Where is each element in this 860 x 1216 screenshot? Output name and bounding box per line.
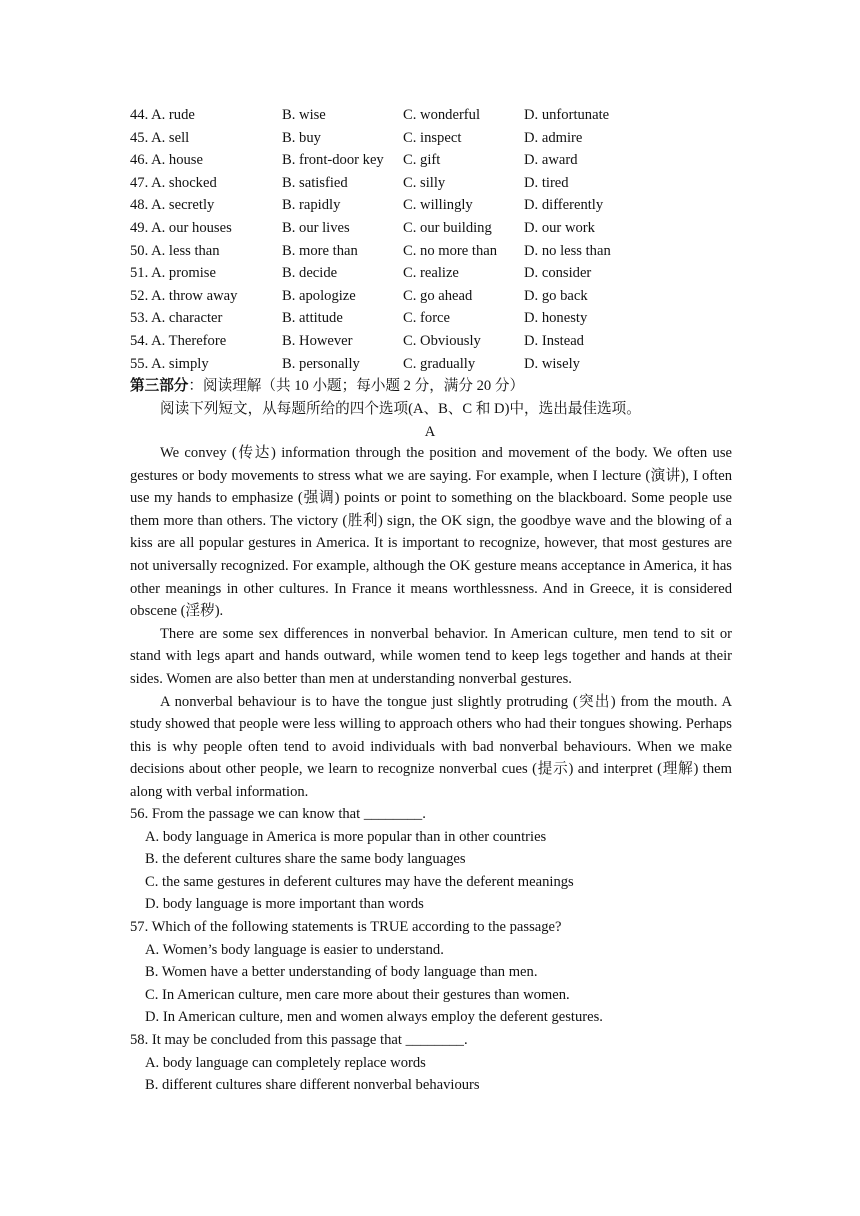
option-c: C. inspect (403, 129, 462, 146)
option-row-44 (130, 104, 740, 127)
option-d: D. no less than (524, 242, 611, 259)
option-b: B. satisfied (282, 174, 348, 191)
option-row-51 (130, 262, 740, 285)
option-b: B. decide (282, 265, 338, 282)
section-title (130, 375, 524, 397)
option-c: C. gift (403, 152, 441, 169)
passage-label: A (424, 424, 436, 440)
option-a: 47. A. shocked (130, 174, 217, 191)
answer-option: B. Women have a better understanding of body language than men. (145, 964, 538, 981)
option-row-54 (130, 330, 740, 353)
answer-option: A. Women’s body language is easier to understand. (145, 941, 444, 958)
question-stem: 56. From the passage we can know that ________. (130, 806, 426, 822)
option-b: B. rapidly (282, 197, 341, 214)
option-c: C. realize (403, 265, 459, 282)
option-b: B. front-door key (282, 152, 384, 169)
option-a: 52. A. throw away (130, 287, 238, 304)
option-a: 49. A. our houses (130, 219, 232, 236)
option-row-45 (130, 127, 740, 150)
option-row-47 (130, 172, 740, 195)
option-b: B. apologize (282, 287, 356, 304)
option-row-52 (130, 285, 740, 308)
section-title-rest: ：阅读理解（共 10 小题；每小题 2 分，满分 20 分） (188, 378, 525, 394)
answer-option: D. body language is more important than words (145, 896, 424, 913)
answer-option: A. body language in America is more popular than in other countries (145, 828, 547, 845)
option-d: D. unfortunate (524, 107, 610, 123)
option-c: C. gradually (403, 355, 476, 372)
option-row-48 (130, 194, 740, 217)
option-row-49 (130, 217, 740, 240)
option-row-53 (130, 307, 740, 330)
option-d: D. go back (524, 287, 588, 304)
option-b: B. buy (282, 129, 321, 146)
option-b: B. our lives (282, 219, 350, 236)
option-d: D. tired (524, 174, 569, 191)
question-stem: 57. Which of the following statements is TRUE according to the passage? (130, 918, 562, 935)
option-c: C. Obviously (403, 332, 481, 349)
reading-passage (130, 442, 732, 804)
passage-paragraph: We convey (传达) information through the position and movement of the body. We often use gestures or body movements to stress what we are saying. For example, when I lecture (演讲), I often use my hands to emphasize (强调) points or point to something on the blackboard. Some people use them more than others. The victory (胜利) sign, the OK sign, the goodbye wave and the blowing of a kiss are all popular gestures in America. It is important to recognize, however, that most gestures are not universally recognized. For example, although the OK gesture means acceptance in America, it has other meanings in other cultures. In France it means worthlessness. And in Greece, it is considered obscene (淫秽). (130, 445, 732, 620)
option-c: C. no more than (403, 242, 498, 259)
option-row-46 (130, 149, 740, 172)
option-d: D. honesty (524, 310, 588, 327)
option-b: B. personally (282, 355, 360, 372)
answer-option: B. different cultures share different nonverbal behaviours (145, 1077, 480, 1094)
passage-paragraph: A nonverbal behaviour is to have the tongue just slightly protruding (突出) from the mouth. A study showed that people were less willing to approach others who had their tongues showing. Perhaps this is why people often tend to avoid individuals with bad nonverbal behaviours. When we make decisions about other people, we learn to recognize nonverbal cues (提示) and interpret (理解) them along with verbal information. (130, 693, 732, 800)
answer-option: C. In American culture, men care more about their gestures than women. (145, 986, 570, 1003)
section-instruction: 阅读下列短文，从每题所给的四个选项(A、B、C 和 D)中，选出最佳选项。 (160, 401, 641, 417)
question-list (130, 803, 732, 1097)
option-a: 46. A. house (130, 152, 203, 169)
option-d: D. wisely (524, 355, 580, 372)
option-a: 53. A. character (130, 310, 223, 327)
answer-option: A. body language can completely replace words (145, 1054, 426, 1071)
option-a: 45. A. sell (130, 129, 190, 146)
option-b: B. However (282, 332, 353, 349)
option-d: D. differently (524, 197, 604, 214)
option-c: C. force (403, 310, 451, 327)
answer-option: C. the same gestures in deferent cultures may have the deferent meanings (145, 873, 574, 890)
option-b: B. more than (282, 242, 358, 259)
option-c: C. wonderful (403, 107, 481, 123)
answer-option: B. the deferent cultures share the same body languages (145, 851, 466, 868)
option-d: D. admire (524, 129, 583, 146)
option-c: C. our building (403, 219, 492, 236)
option-a: 44. A. rude (130, 107, 195, 123)
option-b: B. wise (282, 107, 326, 123)
option-a: 55. A. simply (130, 355, 209, 372)
vocab-options-table (130, 104, 740, 375)
question-stem: 58. It may be concluded from this passage that ________. (130, 1031, 468, 1048)
option-a: 54. A. Therefore (130, 332, 227, 349)
option-c: C. willingly (403, 197, 473, 214)
section-title-bold: 第三部分 (130, 378, 189, 394)
passage-paragraph: There are some sex differences in nonverbal behavior. In American culture, men tend to sit or stand with legs apart and hands outward, while women tend to keep legs together and hands at their sides. Women are also better than men at understanding nonverbal gestures. (130, 625, 732, 687)
option-d: D. Instead (524, 332, 584, 349)
option-a: 51. A. promise (130, 265, 216, 282)
option-d: D. our work (524, 219, 595, 236)
answer-option: D. In American culture, men and women always employ the deferent gestures. (145, 1009, 603, 1026)
option-c: C. go ahead (403, 287, 473, 304)
option-d: D. award (524, 152, 578, 169)
option-row-55 (130, 353, 740, 376)
option-d: D. consider (524, 265, 592, 282)
option-row-50 (130, 240, 740, 263)
option-b: B. attitude (282, 310, 343, 327)
option-a: 50. A. less than (130, 242, 220, 259)
option-a: 48. A. secretly (130, 197, 215, 214)
option-c: C. silly (403, 174, 446, 191)
